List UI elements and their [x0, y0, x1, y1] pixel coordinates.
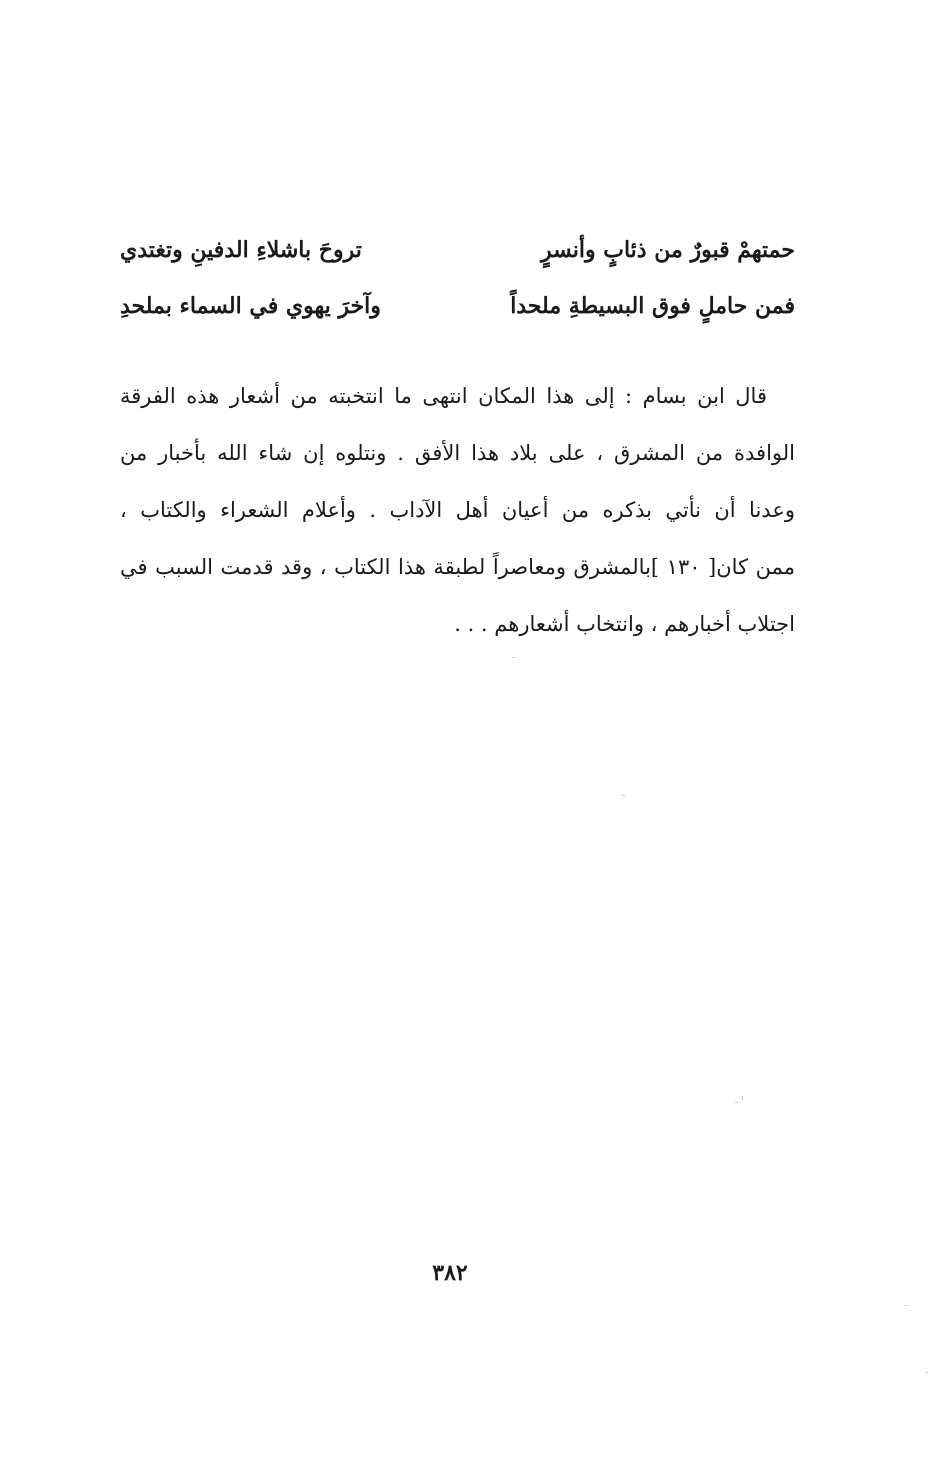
scan-speck — [905, 1305, 908, 1306]
verse-line — [120, 222, 795, 278]
scan-speck — [742, 1096, 743, 1100]
prose-line: ممن كان[ ١٣٠ ]بالمشرق ومعاصراً لطبقة هذا الكتاب ، وقد قدمت السبب في — [120, 555, 795, 579]
verse-second-hemistich: وآخرَ يهوي في السماء بملحدِ — [120, 293, 381, 319]
prose-line: وعدنا أن نأتي بذكره من أعيان أهل الآداب . وأعلام الشعراء والكتاب ، — [120, 498, 795, 522]
verse-first-hemistich: فمن حاملٍ فوق البسيطةِ ملحداً — [510, 293, 795, 319]
poem-verses — [120, 222, 795, 334]
verse-line — [120, 278, 795, 334]
page-number: ٣٨٢ — [432, 1260, 468, 1286]
prose-line: قال ابن بسام : إلى هذا المكان انتهى ما انتخبته من أشعار هذه الفرقة — [120, 384, 767, 408]
verse-second-hemistich: تروحَ باشلاءِ الدفينِ وتغتدي — [120, 237, 362, 263]
prose-line: الوافدة من المشرق ، على بلاد هذا الأفق . ونتلوه إن شاء الله بأخبار من — [120, 441, 795, 465]
scan-speck — [512, 657, 515, 658]
scan-speck — [925, 1372, 928, 1373]
verse-first-hemistich: حمتهمْ قبورٌ من ذئابٍ وأنسرٍ — [540, 237, 795, 263]
prose-paragraph — [120, 368, 795, 653]
scan-speck — [622, 795, 625, 796]
scan-speck — [735, 1102, 738, 1103]
prose-line: اجتلاب أخبارهم ، وانتخاب أشعارهم . . . — [454, 612, 795, 636]
